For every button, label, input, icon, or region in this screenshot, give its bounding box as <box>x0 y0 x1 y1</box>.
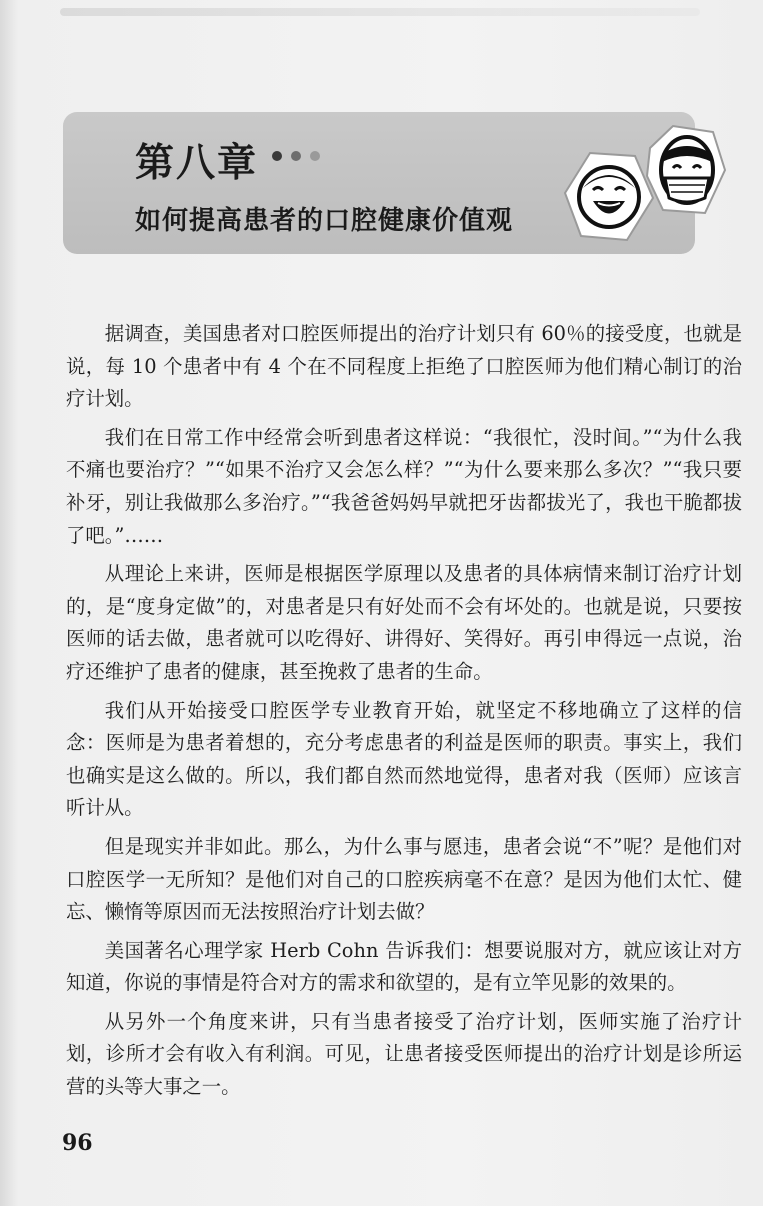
emoji-illustration <box>555 118 730 268</box>
chapter-subtitle: 如何提高患者的口腔健康价值观 <box>135 206 514 236</box>
paragraph: 我们从开始接受口腔医学专业教育开始，就坚定不移地确立了这样的信念：医师是为患者着想的，充分考虑患者的利益是医师的职责。事实上，我们也确实是这么做的。所以，我们都自然而然地觉得，患者对我（医师）应该言听计从。 <box>66 698 742 820</box>
bleed-through-shadow <box>60 8 700 16</box>
masked-face-icon <box>647 126 725 213</box>
paragraph: 从理论上来讲，医师是根据医学原理以及患者的具体病情来制订治疗计划的，是“度身定做”的，对患者是只有好处而不会有坏处的。也就是说，只要按医师的话去做，患者就可以吃得好、讲得好、笑得好。再引申得远一点说，治疗还维护了患者的健康，甚至挽救了患者的生命。 <box>66 562 742 683</box>
paragraph: 据调查，美国患者对口腔医师提出的治疗计划只有 60％的接受度，也就是说，每 10 个患者中有 4 个在不同程度上拒绝了口腔医师为他们精心制订的治疗计划。 <box>66 322 742 411</box>
chapter-title: 第八章 <box>135 141 259 186</box>
dot-icon <box>310 151 320 161</box>
dot-icon <box>291 151 301 161</box>
dot-icon <box>272 151 282 161</box>
paragraph: 但是现实并非如此。那么，为什么事与愿违，患者会说“不”呢？是他们对口腔医学一无所知？是他们对自己的口腔疾病毫不在意？是因为他们太忙、健忘、懒惰等原因而无法按照治疗计划去做？ <box>66 834 742 924</box>
decorative-dots <box>272 151 320 161</box>
laughing-face-icon <box>565 153 653 240</box>
paragraph: 我们在日常工作中经常会听到患者这样说：“我很忙，没时间。”“为什么我不痛也要治疗？”“如果不治疗又会怎么样？”“为什么要来那么多次？”“我只要补牙，别让我做那么多治疗。”“我爸爸妈妈早就把牙齿都拔光了，我也干脆都拔了吧。”…… <box>66 425 742 547</box>
paragraph: 美国著名心理学家 Herb Cohn 告诉我们：想要说服对方，就应该让对方知道，你说的事情是符合对方的需求和欲望的，是有立竿见影的效果的。 <box>66 938 742 995</box>
chapter-body <box>66 318 742 1110</box>
page-number: 96 <box>62 1130 93 1156</box>
paragraph: 从另外一个角度来讲，只有当患者接受了治疗计划，医师实施了治疗计划，诊所才会有收入有利润。可见，让患者接受医师提出的治疗计划是诊所运营的头等大事之一。 <box>66 1009 742 1099</box>
